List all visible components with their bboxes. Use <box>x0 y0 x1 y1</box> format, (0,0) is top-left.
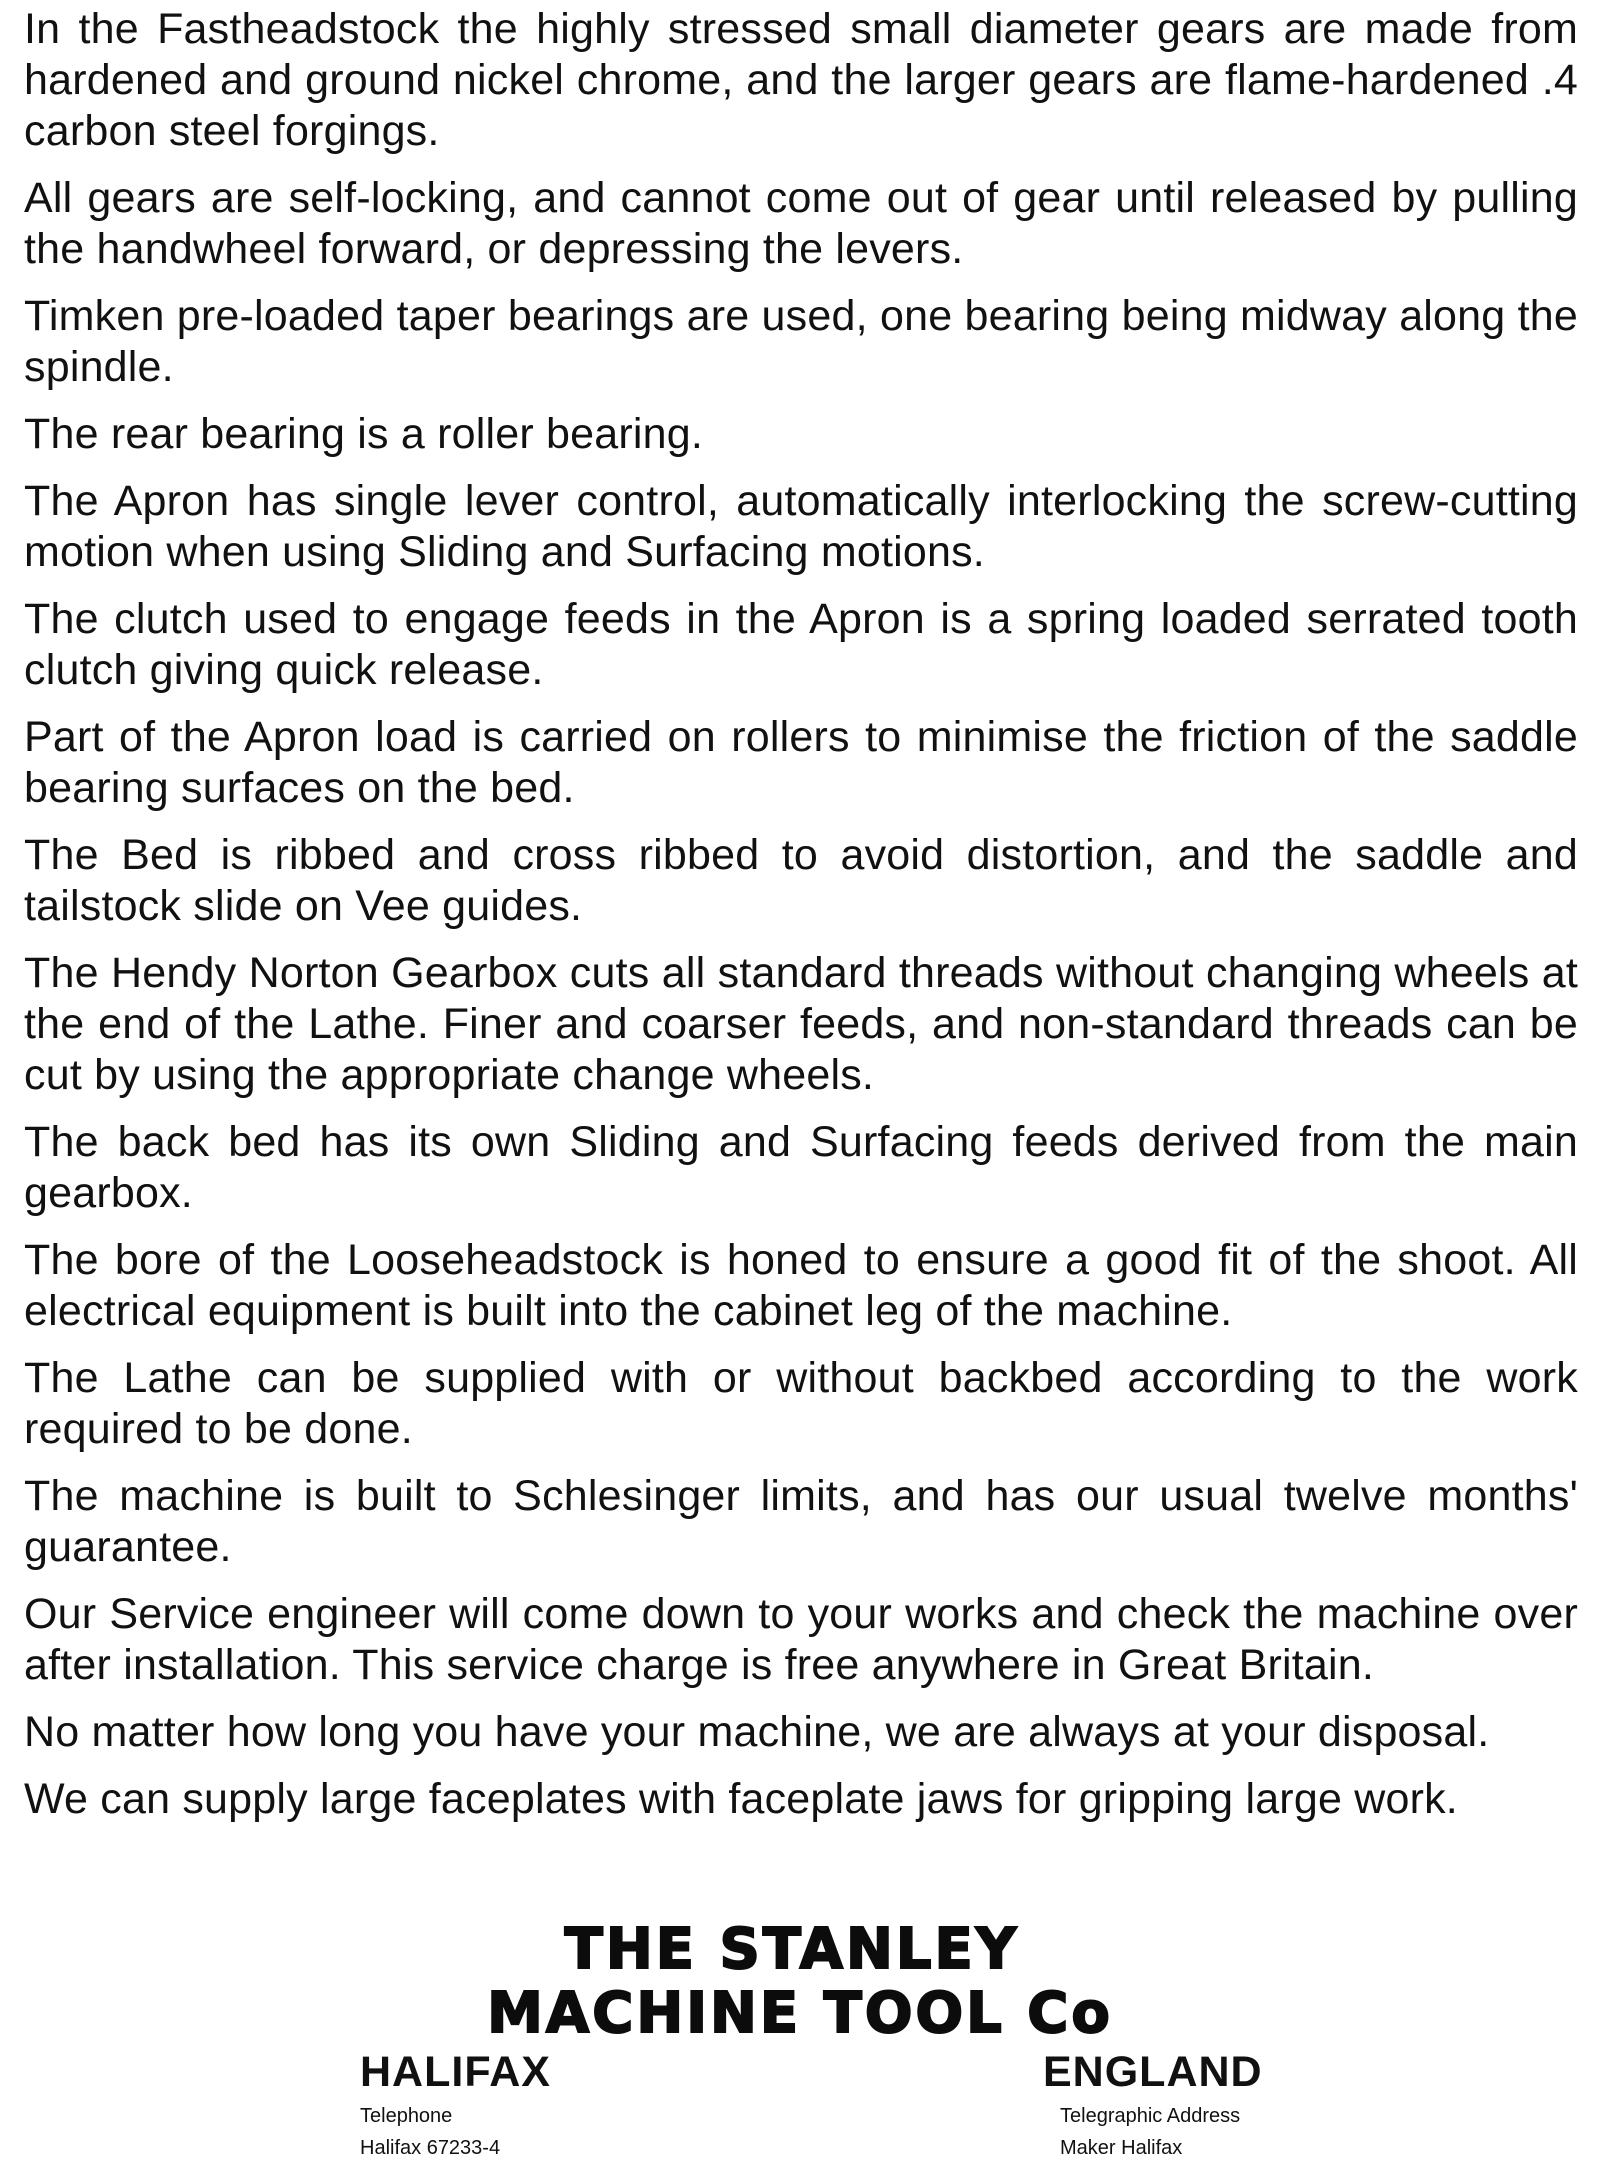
paragraph-back-bed: The back bed has its own Sliding and Surfacing feeds derived from the main gearbox. <box>24 1118 1578 1217</box>
paragraph-disposal: No matter how long you have your machine, we are always at your disposal. <box>24 1708 1490 1756</box>
paragraph-bed-ribbed: The Bed is ribbed and cross ribbed to avoid distortion, and the saddle and tailstock slide on Vee guides. <box>24 831 1578 930</box>
company-name-line-2: MACHINE TOOL Co <box>487 1981 1113 2046</box>
city-name: HALIFAX <box>360 2048 551 2096</box>
telegraphic-address-label: Telegraphic Address <box>1060 2105 1241 2127</box>
paragraph-rear-bearing: The rear bearing is a roller bearing. <box>24 410 704 458</box>
paragraph-faceplates: We can supply large faceplates with faceplate jaws for gripping large work. <box>24 1775 1458 1823</box>
paragraph-service-engineer: Our Service engineer will come down to your works and check the machine over after installation. This service charge is free anywhere in Great Britain. <box>24 1590 1578 1689</box>
telegraphic-address-value: Maker Halifax <box>1060 2137 1183 2159</box>
paragraph-norton-gearbox: The Hendy Norton Gearbox cuts all standard threads without changing wheels at the end of the Lathe. Finer and coarser feeds, and non-standard threads can be cut by using the appropriate change wheels. <box>24 949 1578 1099</box>
telephone-label: Telephone <box>360 2105 453 2127</box>
paragraph-apron-control: The Apron has single lever control, automatically interlocking the screw-cutting motion when using Sliding and Surfacing motions. <box>24 477 1578 576</box>
paragraph-looseheadstock: The bore of the Looseheadstock is honed to ensure a good fit of the shoot. All electrical equipment is built into the cabinet leg of the machine. <box>24 1236 1578 1335</box>
paragraph-guarantee: The machine is built to Schlesinger limits, and has our usual twelve months' guarantee. <box>24 1472 1578 1571</box>
body-text <box>24 4 1578 1841</box>
country-name: ENGLAND <box>1043 2048 1263 2096</box>
paragraph-timken-bearings: Timken pre-loaded taper bearings are used, one bearing being midway along the spindle. <box>24 292 1578 391</box>
paragraph-apron-clutch: The clutch used to engage feeds in the Apron is a spring loaded serrated tooth clutch giving quick release. <box>24 595 1578 694</box>
paragraph-apron-rollers: Part of the Apron load is carried on rollers to minimise the friction of the saddle bearing surfaces on the bed. <box>24 713 1578 812</box>
address-halifax <box>360 2048 551 2160</box>
address-england <box>1043 2048 1263 2160</box>
paragraph-backbed-option: The Lathe can be supplied with or without backbed according to the work required to be done. <box>24 1354 1578 1453</box>
paragraph-fastheadstock-gears: In the Fastheadstock the highly stressed small diameter gears are made from hardened and ground nickel chrome, and the larger gears are flame-hardened .4 carbon steel forgings. <box>24 5 1578 155</box>
paragraph-self-locking-gears: All gears are self-locking, and cannot come out of gear until released by pulling the handwheel forward, or depressing the levers. <box>24 174 1578 273</box>
company-name-line-1: THE STANLEY <box>564 1917 1020 1982</box>
telephone-number: Halifax 67233-4 <box>360 2137 501 2159</box>
company-logo-text <box>0 1918 1600 2046</box>
